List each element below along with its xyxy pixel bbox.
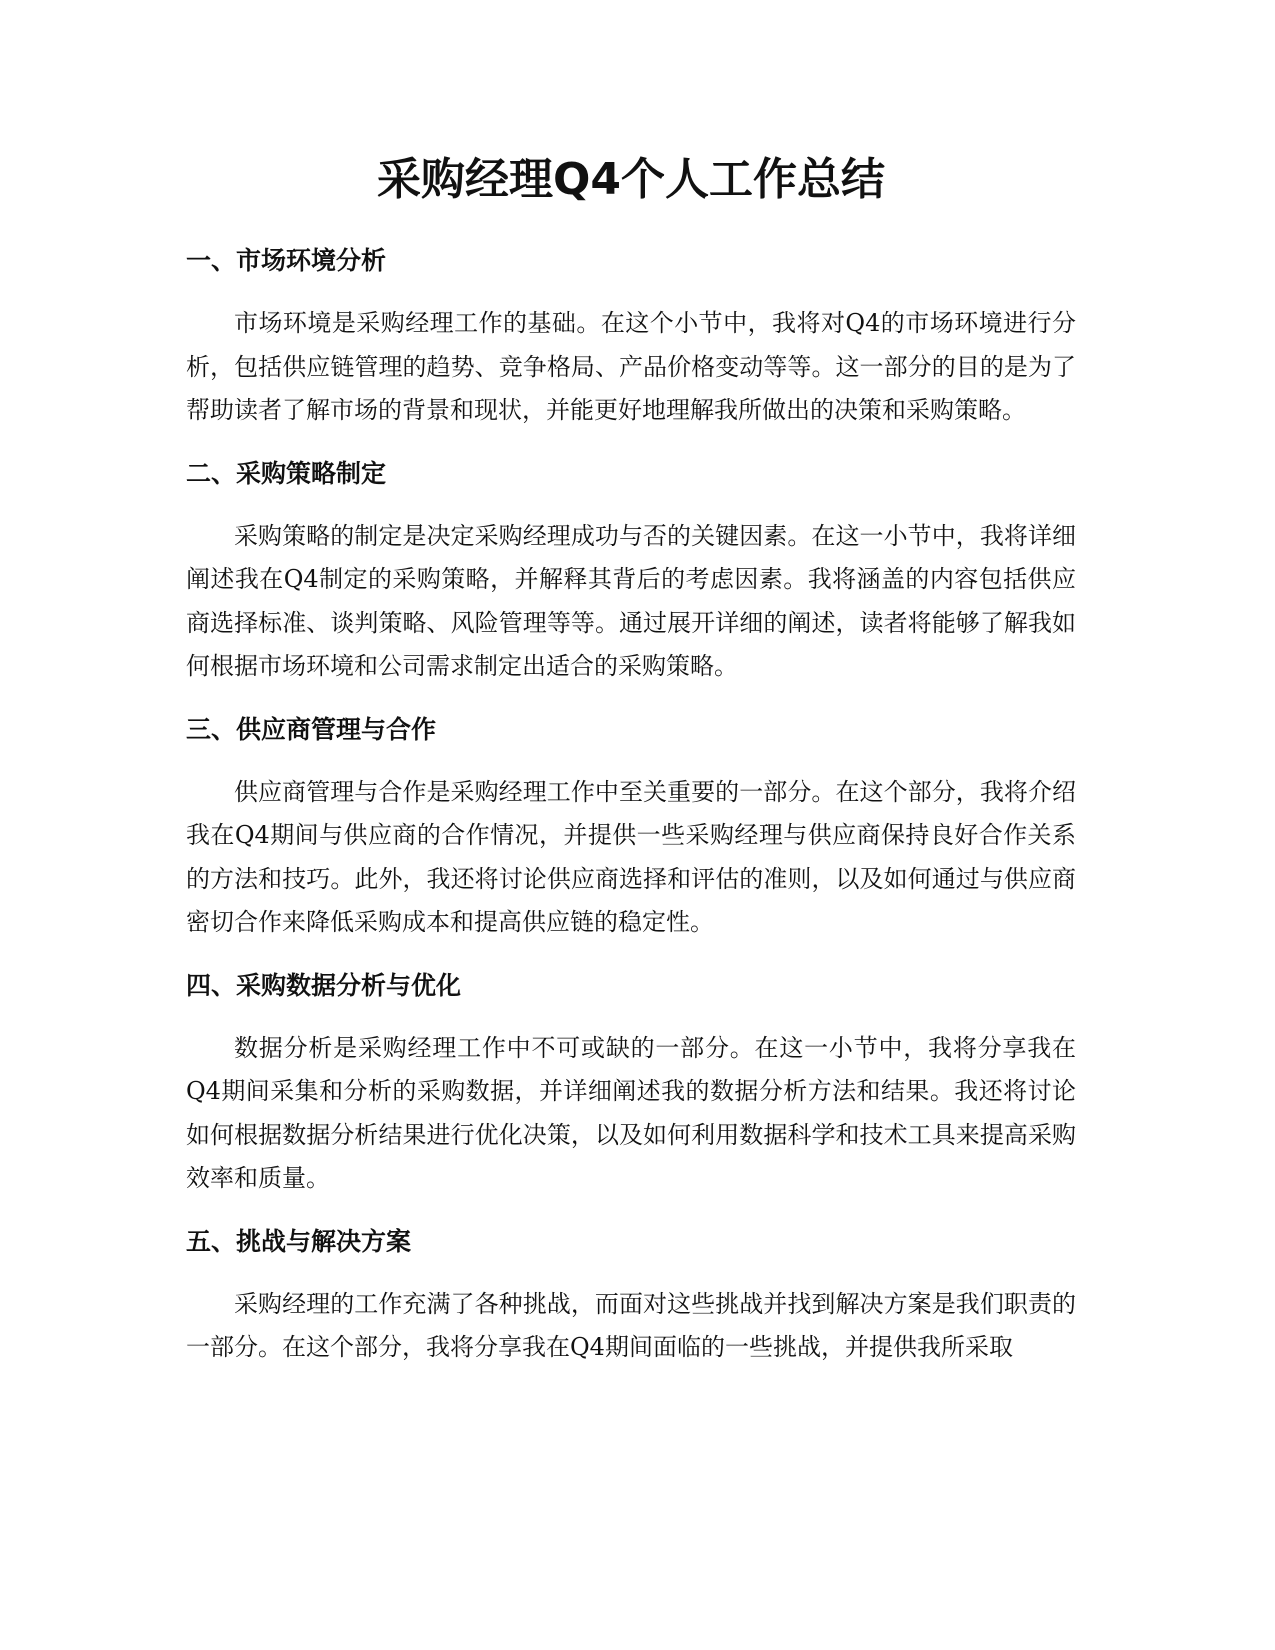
section-paragraph: 数据分析是采购经理工作中不可或缺的一部分。在这一小节中，我将分享我在Q4期间采集和分析的采购数据，并详细阐述我的数据分析方法和结果。我还将讨论如何根据数据分析结果进行优化决策，以及如何利用数据科学和技术工具来提高采购效率和质量。 bbox=[186, 1033, 1076, 1192]
document-content bbox=[186, 150, 1076, 1394]
section-heading: 二、采购策略制定 bbox=[186, 458, 387, 488]
section-paragraph: 采购经理的工作充满了各种挑战，而面对这些挑战并找到解决方案是我们职责的一部分。在这个部分，我将分享我在Q4期间面临的一些挑战，并提供我所采取 bbox=[186, 1289, 1076, 1361]
section-paragraph: 采购策略的制定是决定采购经理成功与否的关键因素。在这一小节中，我将详细阐述我在Q4制定的采购策略，并解释其背后的考虑因素。我将涵盖的内容包括供应商选择标准、谈判策略、风险管理等等。通过展开详细的阐述，读者将能够了解我如何根据市场环境和公司需求制定出适合的采购策略。 bbox=[186, 521, 1076, 680]
section-heading: 三、供应商管理与合作 bbox=[186, 714, 437, 744]
section-heading: 四、采购数据分析与优化 bbox=[186, 970, 462, 1000]
section-paragraph: 市场环境是采购经理工作的基础。在这个小节中，我将对Q4的市场环境进行分析，包括供应链管理的趋势、竞争格局、产品价格变动等等。这一部分的目的是为了帮助读者了解市场的背景和现状，并能更好地理解我所做出的决策和采购策略。 bbox=[186, 309, 1076, 424]
section-data-analysis bbox=[186, 969, 1076, 1201]
section-market-analysis bbox=[186, 244, 1076, 433]
section-challenges-solutions bbox=[186, 1225, 1076, 1370]
document-title: 采购经理Q4个人工作总结 bbox=[376, 154, 886, 205]
section-supplier-management bbox=[186, 713, 1076, 945]
section-heading: 五、挑战与解决方案 bbox=[186, 1226, 412, 1256]
section-procurement-strategy bbox=[186, 457, 1076, 689]
section-paragraph: 供应商管理与合作是采购经理工作中至关重要的一部分。在这个部分，我将介绍我在Q4期间与供应商的合作情况，并提供一些采购经理与供应商保持良好合作关系的方法和技巧。此外，我还将讨论供应商选择和评估的准则，以及如何通过与供应商密切合作来降低采购成本和提高供应链的稳定性。 bbox=[186, 777, 1076, 936]
section-heading: 一、市场环境分析 bbox=[186, 246, 387, 275]
